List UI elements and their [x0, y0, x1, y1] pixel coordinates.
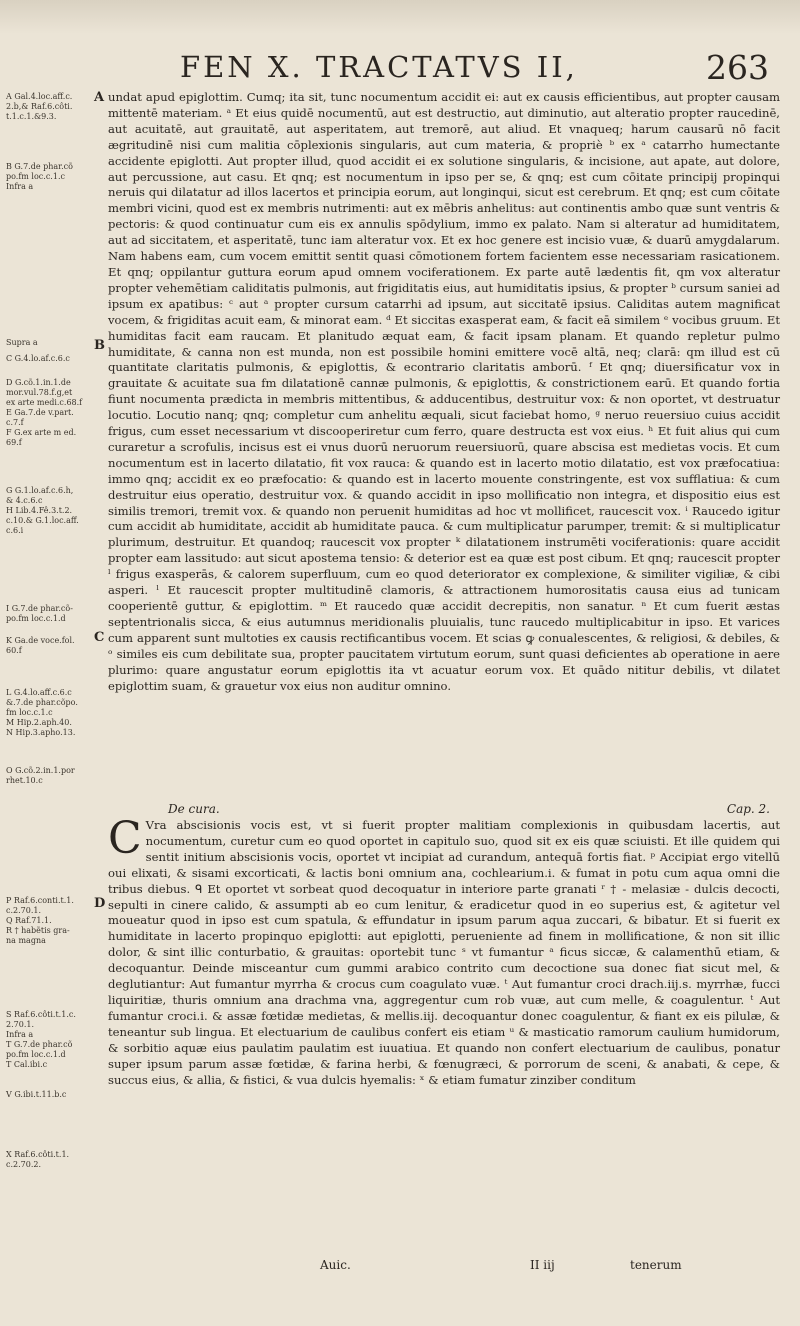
- margin-note: V G.ibi.t.11.b.c: [6, 1090, 67, 1099]
- page-header: [0, 46, 800, 86]
- chapter-title: De cura.: [168, 802, 220, 816]
- margin-note: K Ga.de voce.fol. 60.f: [6, 636, 75, 655]
- page-edge: [0, 0, 800, 34]
- margin-note: D G.cõ.1.in.1.de mor.vul.78.f.g,et ex arte medi.c.68.f E Ga.7.de v.part. c.7.f F G.ex arte m ed. 69.f: [6, 378, 83, 447]
- margin-note: O G.cõ.2.in.1.por rhet.10.c: [6, 766, 75, 785]
- margin-notes: [6, 90, 92, 1220]
- catchword-right: tenerum: [630, 1258, 682, 1272]
- page-number: 263: [706, 48, 769, 87]
- margin-note: P Raf.6.conti.t.1. c.2.70.1. Q Raf.71.1. R † habẽtis gra- na magna: [6, 896, 74, 945]
- page-footer: [0, 1258, 800, 1282]
- margin-note: Supra a: [6, 338, 38, 347]
- signature-mark: II iij: [530, 1258, 555, 1272]
- section-letter-c: C: [94, 630, 105, 645]
- margin-note: L G.4.lo.aff.c.6.c &.7.de phar.cõpo. fm loc.c.1.c M Hip.2.aph.40. N Hip.3.apho.13.: [6, 688, 78, 737]
- running-title: FEN X. TRACTATVS II,: [180, 50, 578, 84]
- margin-note: C G.4.lo.af.c.6.c: [6, 354, 70, 363]
- paragraph: undat apud epiglottim. Cumq; ita sit, tunc nocumentum accidit ei: aut ex causis efficientibus, aut propter causam mittentē materiam. ᵃ Et eius quidē nocumentū, aut est destructio, aut diminutio, aut alteratio propter raucedinē, aut acuitatē, aut grauitatē, aut asperitatem, aut tremorē, aut aliud. Et vnaqueq; harum causarū nō facit ægritudinē nisi cum malitia cōplexionis singularis, aut cum materia, & propriè ᵇ ex ᵃ catarrho humectante accidente epiglotti. Aut propter illud, quod accidit ei ex solutione singularis, & incisione, aut apate, aut dolore, aut percussione, aut casu. Et qnq; est nocumentum in ipso per se, & qnq; est cum cōitate principij propinqui neruis qui dilatatur ad illos lacertos et principia eorum, aut longinqui, sicut est cerebrum. Et qnq; est cum cōitate membri vicini, quod est ex membris nutrimenti: aut ex mēbris anhelitus: aut continentis ambo quæ sunt ventris & pectoris: & quod continuatur cum eis ex annulis spōdylium, immo ex palato. Nam si alteratur ad humiditatem, aut ad siccitatem, et asperitatē, tunc iam alteratur vox. Et ex hoc genere est incisio vuæ, & duarū amygdalarum. Nam habens eam, cum vocem emittit sentit quasi cōmotionem fortem facientem esse necessariam rasicationem. Et qnq; oppilantur guttura eorum apud omnem vociferationem. Ex parte autē lædentis fit, qm vox alteratur propter vehemētiam caliditatis pulmonis, aut frigiditatis eius, aut humiditatis ipsius, & propter ᵇ cursum saniei ad ipsum ex apatibus: ᶜ aut ᵃ propter cursum catarrhi ad ipsum, aut siccitatē ipsius. Caliditas autem magnificat vocem, & frigiditas acuit eam, & minorat eam. ᵈ Et siccitas exasperat eam, & facit eā similem ᵉ vocibus gruum. Et humiditas facit eam raucam. Et planitudo æquat eam, & facit ipsam planam. Et quando repletur pulmo humiditate, & canna non est munda, non est possibile homini emittere vocē altā, neq; clarā: qm illud est cū quantitate claritatis pulmonis, & epiglottis, & econtrario claritatis amborū. ᶠ Et qnq; diuersificatur vox in grauitate & acuitate sua fm dilatationē cannæ pulmonis, & epiglottis, & constrictionem earū. Et quando fortia fiunt nocumenta prædicta in membris mittentibus, & adducentibus, destruitur vox: & non oportet, vt destruatur locutio. Locutio nanq; qnq; completur cum anhelitu æquali, sicut faciebat homo, ᵍ neruo reuersiuo cuius accidit frigus, cum esset necessarium vt discooperiretur cum ferro, quare destructa est vox eius. ʰ Et fuit alius qui cum curaretur a scrofulis, incisus est ei vnus duorū neruorum reuersiuorū, quare abscisa est medietas vocis. Et cum nocumentum est in lacerto dilatatio, fit vox rauca: & quando est in lacerto motio dilatatio, est vox præfocatiua: immo qnq; accidit ex eo præfocatio: & quando est in lacerto mouente constringente, est vox sufflatiua: & cum destruitur eius operatio, destruitur vox. & quando accidit in ipso mollificatio non integra, et dispositio eius est similis tremori, tremit vox. & quando non peruenit humiditas ad hoc vt mollificet, raucescit vox. ⁱ Raucedo igitur cum accidit ab humiditate, accidit ab humiditate pauca. & cum multiplicatur parumper, tremit: & si multiplicatur plurimum, destruitur. Et quandoq; raucescit vox propter ᵏ dilatationem instrumēti vociferationis: quare accidit propter eam lassitudo: aut sicut apostema tensio: & deterior est ea quæ est post cibum. Et qnq; raucescit propter ˡ frigus exasperās, & calorem superfluum, cum eo quod deteriorator ex complexione, & similiter vigiliæ, & cibi asperi. ˡ Et raucescit propter multitudinē clamoris, & attractionem humorositatis causa eius ad tunicam cooperientē guttur, & epiglottim. ᵐ Et raucedo quæ accidit decrepitis, non sanatur. ⁿ Et cum fuerit æstas septentrionalis sicca, & eius autumnus meridionalis pluuialis, tunc raucedo multiplicabitur in ipso. Et varices cum apparent sunt multoties ex causis rectificantibus vocem. Et scias ꝙ conualescentes, & religiosi, & debiles, & ᵒ similes eis cum debilitate sua, propter paucitatem virtutum eorum, sunt quasi deficientes ab operatione in aere plurimo: quare angustatur eorum epiglottis ita vt acuatur eorum vox. Et quādo nititur debilis, vt dilatet epiglottim suam, & grauetur vox eius non auditur omnino.: [108, 90, 780, 693]
- margin-note: G G.1.lo.af.c.6.h, & 4.c.6.c H Lib.4.Fê.3.t.2. c.10.& G.1.loc.aff. c.6.i: [6, 486, 79, 535]
- section-letter-a: A: [94, 90, 105, 105]
- margin-note: I G.7.de phar.cõ- po.fm loc.c.1.d: [6, 604, 73, 623]
- chapter-text: [108, 813, 780, 1088]
- section-letter-d: D: [94, 896, 106, 911]
- drop-cap: C: [108, 813, 142, 864]
- catchword-left: Auic.: [320, 1258, 351, 1272]
- section-letter-b: B: [94, 338, 105, 353]
- chapter-heading: [108, 802, 780, 818]
- margin-note: X Raf.6.côti.t.1. c.2.70.2.: [6, 1150, 70, 1169]
- chapter-number: Cap. 2.: [726, 802, 770, 816]
- margin-note: S Raf.6.côti.t.1.c. 2.70.1. Infra a T G.7.de phar.cõ po.fm loc.c.1.d T Cal.ibi.c: [6, 1010, 76, 1069]
- margin-note: A Gal.4.loc.aff.c. 2.b,& Raf.6.côti. t.1.c.1.&9.3.: [6, 92, 73, 121]
- margin-note: B G.7.de phar.cõ po.fm loc.c.1.c Infra a: [6, 162, 73, 191]
- main-text: [108, 90, 780, 694]
- chapter-body: Vra abscisionis vocis est, vt si fuerit propter malitiam complexionis in quibusdam lacertis, aut nocumentum, curetur cum eo quod oportet in capitulo suo, quod sit ex eis quæ sciuisti. Et ille quidem qui sentit initium abscisionis vocis, oportet vt incipiat ad curandum, antequā fortis fiat. ᵖ Accipiat ergo vitellū oui elixati, & sisami excorticati, & lactis boni omnium ana, cochlearium.i. & fumat in potu cum aqua omni die tribus diebus. ᑫ Et oportet vt sorbeat quod decoquatur in interiore parte granati ʳ † ‑ melasiæ ‑ dulcis decocti, sepulti in cinere calido, & assumpti ab eo cum lenitur, & eradicetur quod in eo superius est, & agitetur vel moueatur quod in ipso est cum spatula, & effundatur in ipsum parum aqua zuccari, & bibatur. Et si fuerit ex humiditate in lacerto propinquo epiglotti: aut epiglotti, perueniente ad finem in mollificatione, & non sit illic dolor, & sint illic conturbatio, & grauitas: oportebit tunc ˢ vt fumantur ᵃ ficus siccæ, & calamenthū etiam, & decoquantur. Deinde misceantur cum gummi arabico contrito cum decoctione sua donec fiat sicut mel, & deglutiantur: Aut fumantur myrrha & crocus cum coagulato vuæ. ᵗ Aut fumantur croci drach.iij.s. myrrhæ, fucci liquiritiæ, thuris omnium ana drachma vna, aggregentur cum rob vuæ, aut cum melle, & coagulentur. ᵗ Aut fumantur croci.i. & assæ fœtidæ medietas, & mellis.iij. decoquantur donec coagulentur, & fiant ex eis pilulæ, & teneantur sub lingua. Et electuarium de caulibus confert eis etiam ᵘ & masticatio ramorum caulium humidorum, & sorbitio aquæ eius paulatim paulatim est iuuatiua. Et quando non confert electuarium de caulibus, ponatur super ipsum parum assæ fœtidæ, & farina herbi, & fœnugræci, & porrorum de sceni, & anabati, & cepe, & succus eius, & allia, & fistici, & vua dulcis hyemalis: ˣ & etiam fumatur zinziber conditum: [108, 818, 780, 1087]
